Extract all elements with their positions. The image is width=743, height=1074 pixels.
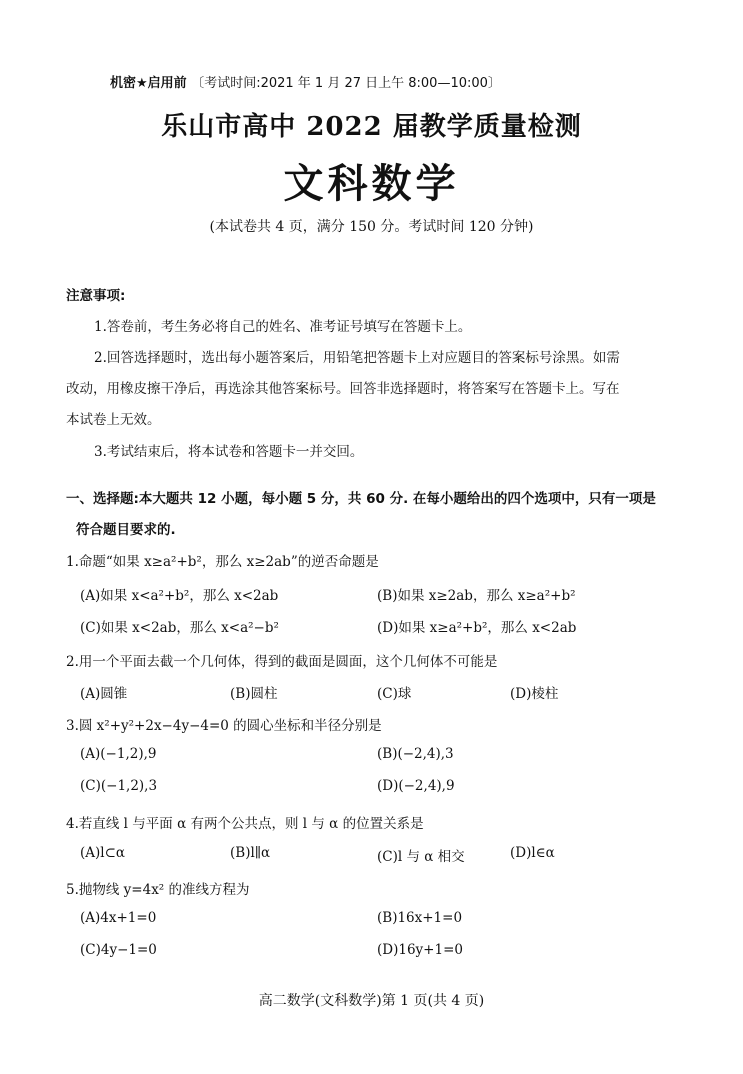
question-stem: 2.用一个平面去截一个几何体，得到的截面是圆面，这个几何体不可能是 — [66, 654, 498, 670]
option-b: (B)l∥α — [230, 845, 271, 861]
option-a: (A)l⊂α — [80, 845, 126, 861]
option-c: (C)4y−1=0 — [80, 942, 157, 958]
section-heading: 一、选择题:本大题共 12 小题，每小题 5 分，共 60 分. 在每小题给出的四个选项中，只有一项是 — [66, 491, 656, 507]
question-stem: 1.命题“如果 x≥a²+b²，那么 x≥2ab”的逆否命题是 — [66, 554, 379, 570]
option-c: (C)如果 x<2ab，那么 x<a²−b² — [80, 620, 279, 636]
notice-item: 改动，用橡皮擦干净后，再选涂其他答案标号。回答非选择题时，将答案写在答题卡上。写在 — [66, 381, 620, 397]
notice-item: 1.答卷前，考生务必将自己的姓名、准考证号填写在答题卡上。 — [94, 319, 472, 335]
exam-title: 乐山市高中 2022 届教学质量检测 — [161, 112, 582, 142]
question-stem: 3.圆 x²+y²+2x−4y−4=0 的圆心坐标和半径分别是 — [66, 718, 382, 734]
option-b: (B)如果 x≥2ab，那么 x≥a²+b² — [377, 588, 576, 604]
option-d: (D)如果 x≥a²+b²，那么 x<2ab — [377, 620, 577, 636]
option-d: (D)16y+1=0 — [377, 942, 463, 958]
option-a: (A)4x+1=0 — [80, 910, 157, 926]
option-c: (C)球 — [377, 686, 412, 702]
option-b: (B)圆柱 — [230, 686, 278, 702]
notice-item: 本试卷上无效。 — [66, 412, 161, 428]
option-b: (B)16x+1=0 — [377, 910, 463, 926]
subject-title: 文科数学 — [283, 160, 460, 207]
question-stem: 5.抛物线 y=4x² 的准线方程为 — [66, 882, 250, 898]
option-c: (C)l 与 α 相交 — [377, 849, 465, 865]
exam-time: 〔考试时间:2021 年 1 月 27 日上午 8:00—10:00〕 — [191, 76, 501, 91]
confidential-header — [110, 72, 501, 91]
section-heading-cont: 符合题目要求的. — [76, 522, 176, 538]
option-d: (D)棱柱 — [510, 686, 559, 702]
option-d: (D)l∈α — [510, 845, 555, 861]
page-footer: 高二数学(文科数学)第 1 页(共 4 页) — [258, 993, 485, 1009]
notice-heading: 注意事项: — [66, 288, 126, 304]
question-stem: 4.若直线 l 与平面 α 有两个公共点，则 l 与 α 的位置关系是 — [66, 816, 424, 832]
notice-item: 3.考试结束后，将本试卷和答题卡一并交回。 — [94, 444, 364, 460]
option-c: (C)(−1,2),3 — [80, 778, 158, 794]
option-a: (A)如果 x<a²+b²，那么 x<2ab — [80, 588, 279, 604]
option-b: (B)(−2,4),3 — [377, 746, 454, 762]
notice-item: 2.回答选择题时，选出每小题答案后，用铅笔把答题卡上对应题目的答案标号涂黑。如需 — [94, 350, 620, 366]
exam-info: (本试卷共 4 页，满分 150 分。考试时间 120 分钟) — [209, 219, 534, 235]
option-a: (A)圆锥 — [80, 686, 128, 702]
secret-label: 机密★启用前 — [110, 76, 187, 91]
option-a: (A)(−1,2),9 — [80, 746, 157, 762]
option-d: (D)(−2,4),9 — [377, 778, 455, 794]
